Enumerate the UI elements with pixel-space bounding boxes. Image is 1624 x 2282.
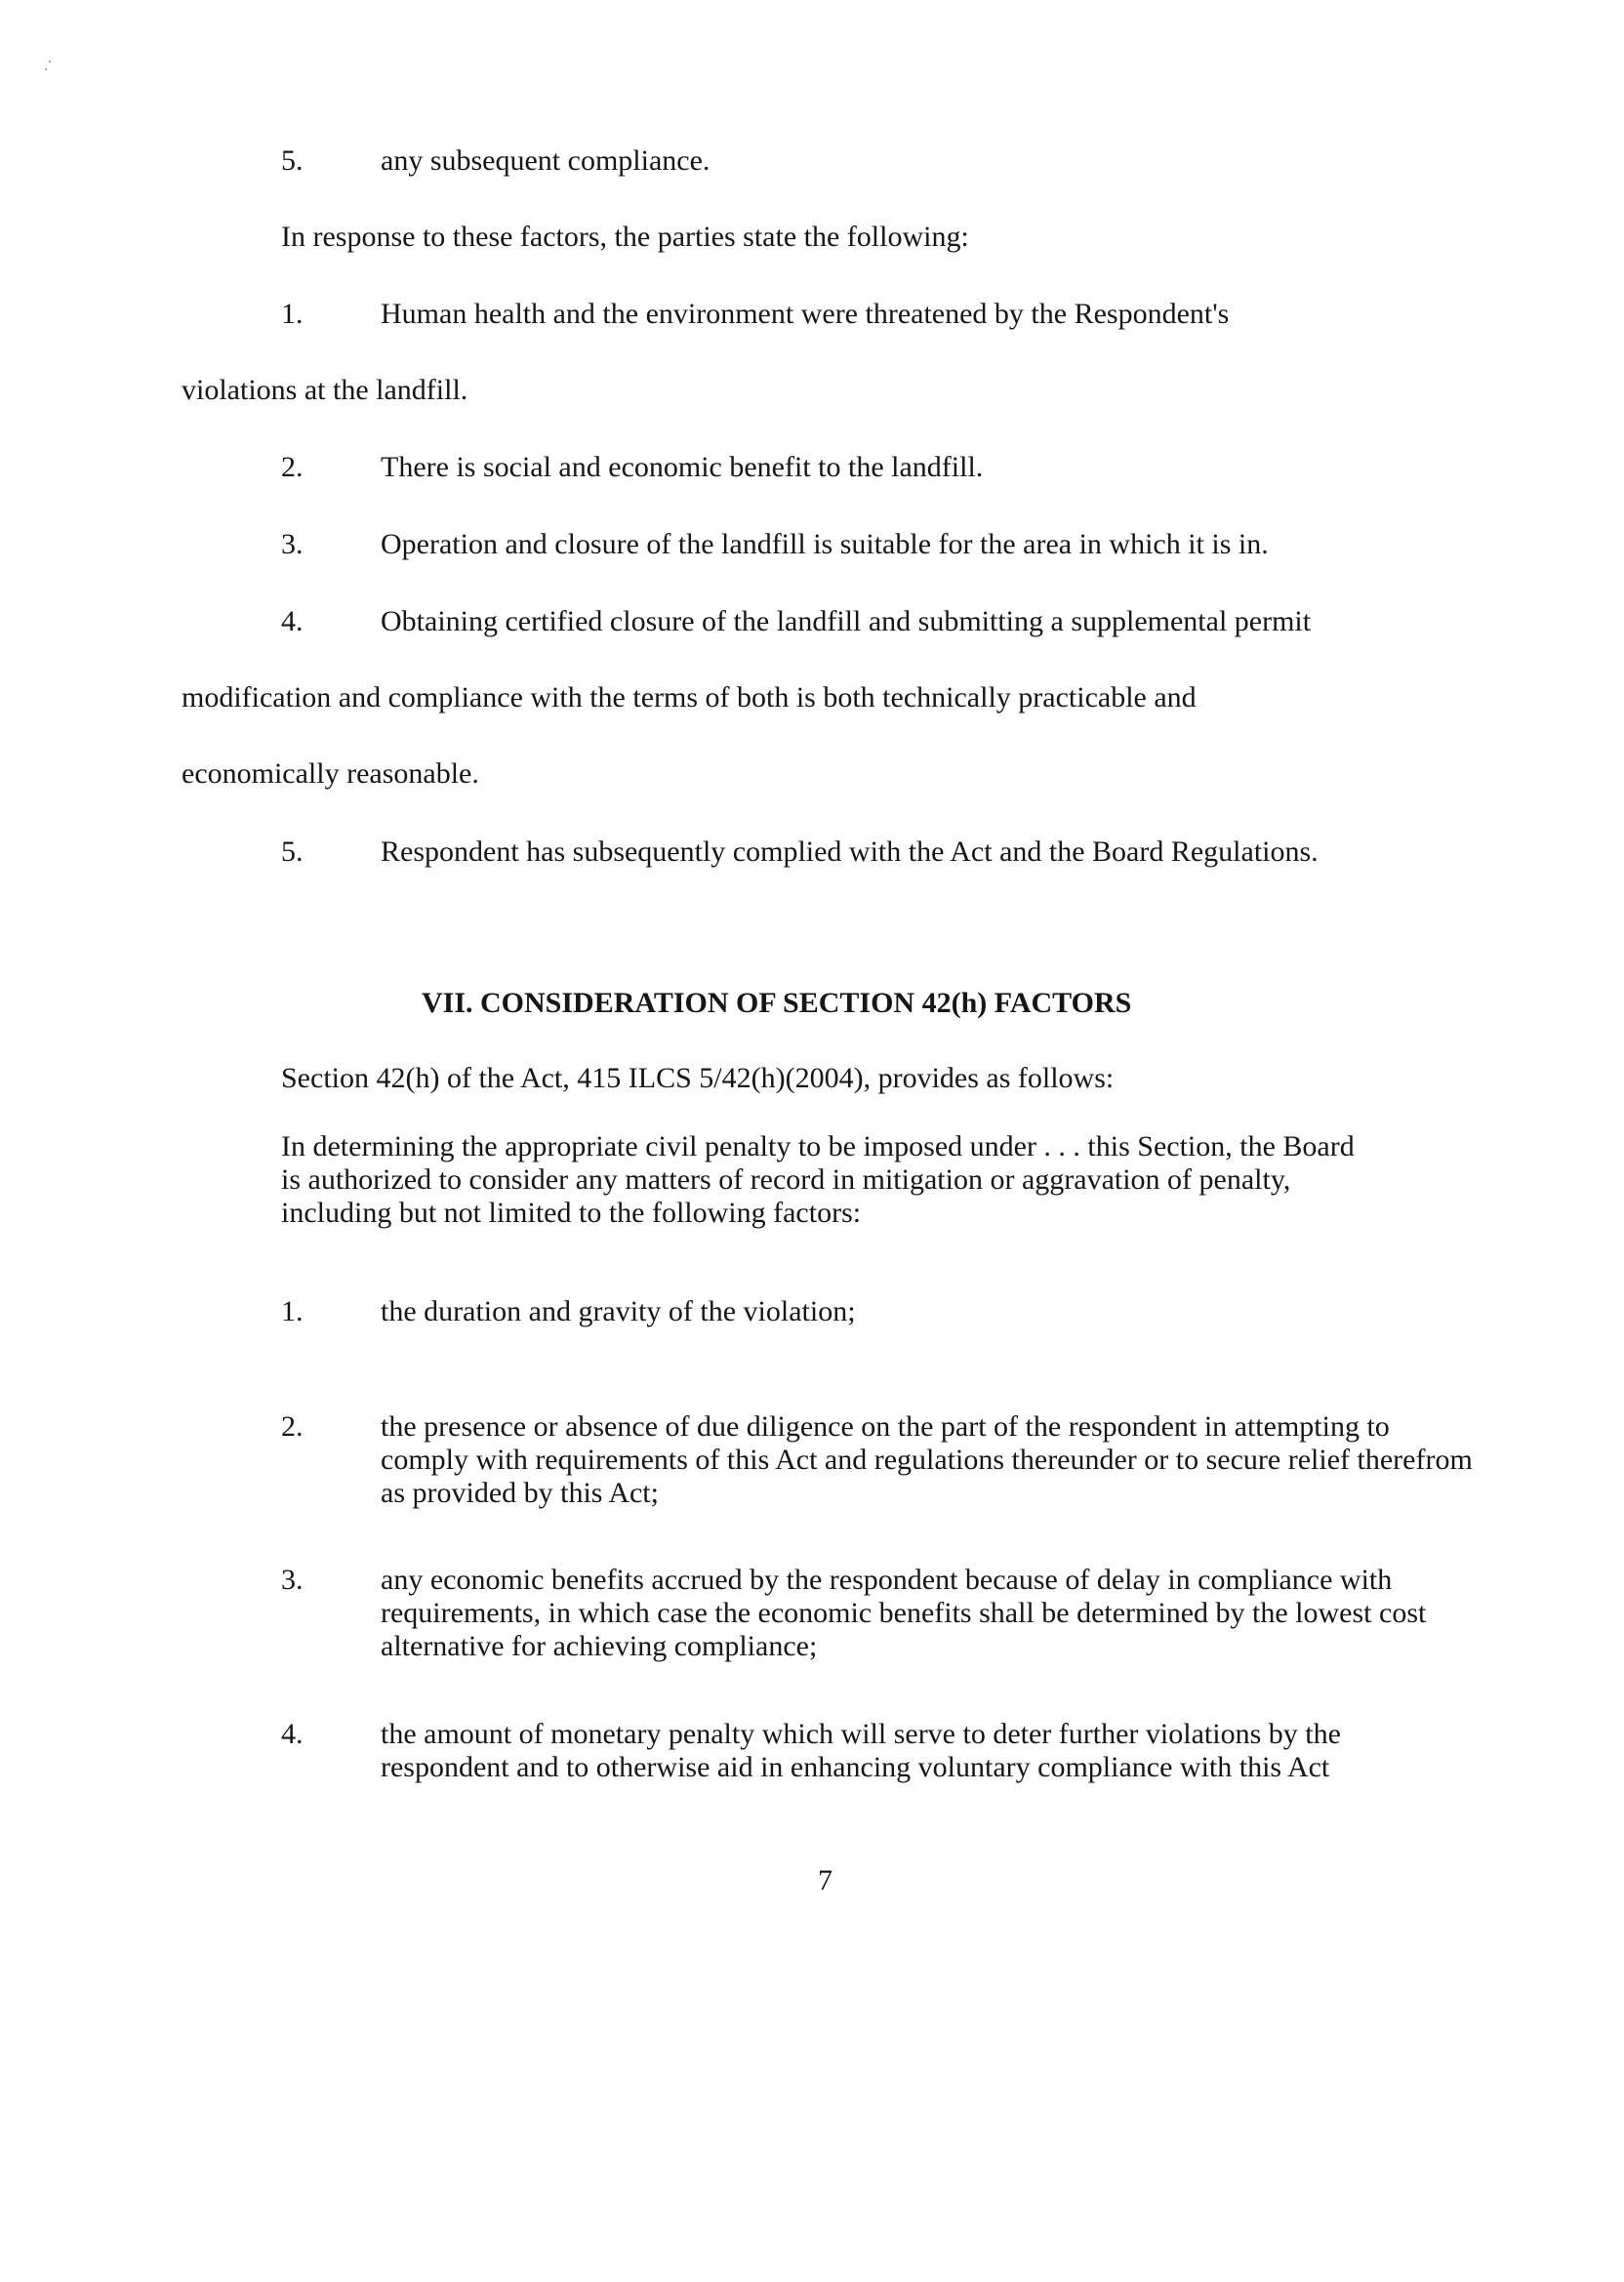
scan-speck xyxy=(49,61,51,62)
factor-number: 1. xyxy=(281,1295,304,1327)
response-text: There is social and economic benefit to the landfill. xyxy=(381,451,984,483)
response-text-continued: modification and compliance with the terms of both is both technically practicable and xyxy=(182,681,1197,713)
response-number: 3. xyxy=(281,528,304,560)
response-text: Obtaining certified closure of the landfill and submitting a supplemental permit xyxy=(381,605,1312,637)
scan-speck xyxy=(45,68,47,70)
response-text-continued: economically reasonable. xyxy=(182,757,479,790)
factor-number: 2. xyxy=(281,1410,304,1443)
page-number: 7 xyxy=(818,1864,832,1896)
list-text: any subsequent compliance. xyxy=(381,144,710,177)
response-number: 4. xyxy=(281,605,304,637)
response-intro: In response to these factors, the parties state the following: xyxy=(281,221,969,253)
factor-text: the duration and gravity of the violation; xyxy=(381,1295,856,1327)
response-text: Human health and the environment were threatened by the Respondent's xyxy=(381,298,1230,330)
section-intro: Section 42(h) of the Act, 415 ILCS 5/42(h)(2004), provides as follows: xyxy=(281,1062,1115,1094)
response-number: 2. xyxy=(281,451,304,483)
response-number: 1. xyxy=(281,298,304,330)
factor-text: the amount of monetary penalty which will serve to deter further violations by the respondent and to otherwise aid in enhancing voluntary compliance with this Act xyxy=(381,1718,1341,1783)
factor-number: 4. xyxy=(281,1718,304,1750)
list-number: 5. xyxy=(281,144,304,177)
statute-quote: In determining the appropriate civil penalty to be imposed under . . . this Section, the Board is authorized to consider any matters of record in mitigation or aggravation of penalty, including but not limited to the following factors: xyxy=(281,1130,1355,1229)
factor-number: 3. xyxy=(281,1564,304,1596)
factor-text: the presence or absence of due diligence on the part of the respondent in attempting to comply with requirements of this Act and regulations thereunder or to secure relief therefrom as provided by this Act; xyxy=(381,1410,1473,1509)
response-text: Respondent has subsequently complied with the Act and the Board Regulations. xyxy=(381,835,1319,868)
factor-text: any economic benefits accrued by the respondent because of delay in compliance with requirements, in which case the economic benefits shall be determined by the lowest cost alternative for achieving compliance; xyxy=(381,1564,1427,1662)
section-heading: VII. CONSIDERATION OF SECTION 42(h) FACTORS xyxy=(422,987,1132,1019)
response-text: Operation and closure of the landfill is suitable for the area in which it is in. xyxy=(381,528,1269,560)
response-number: 5. xyxy=(281,835,304,868)
response-text-continued: violations at the landfill. xyxy=(182,374,468,406)
